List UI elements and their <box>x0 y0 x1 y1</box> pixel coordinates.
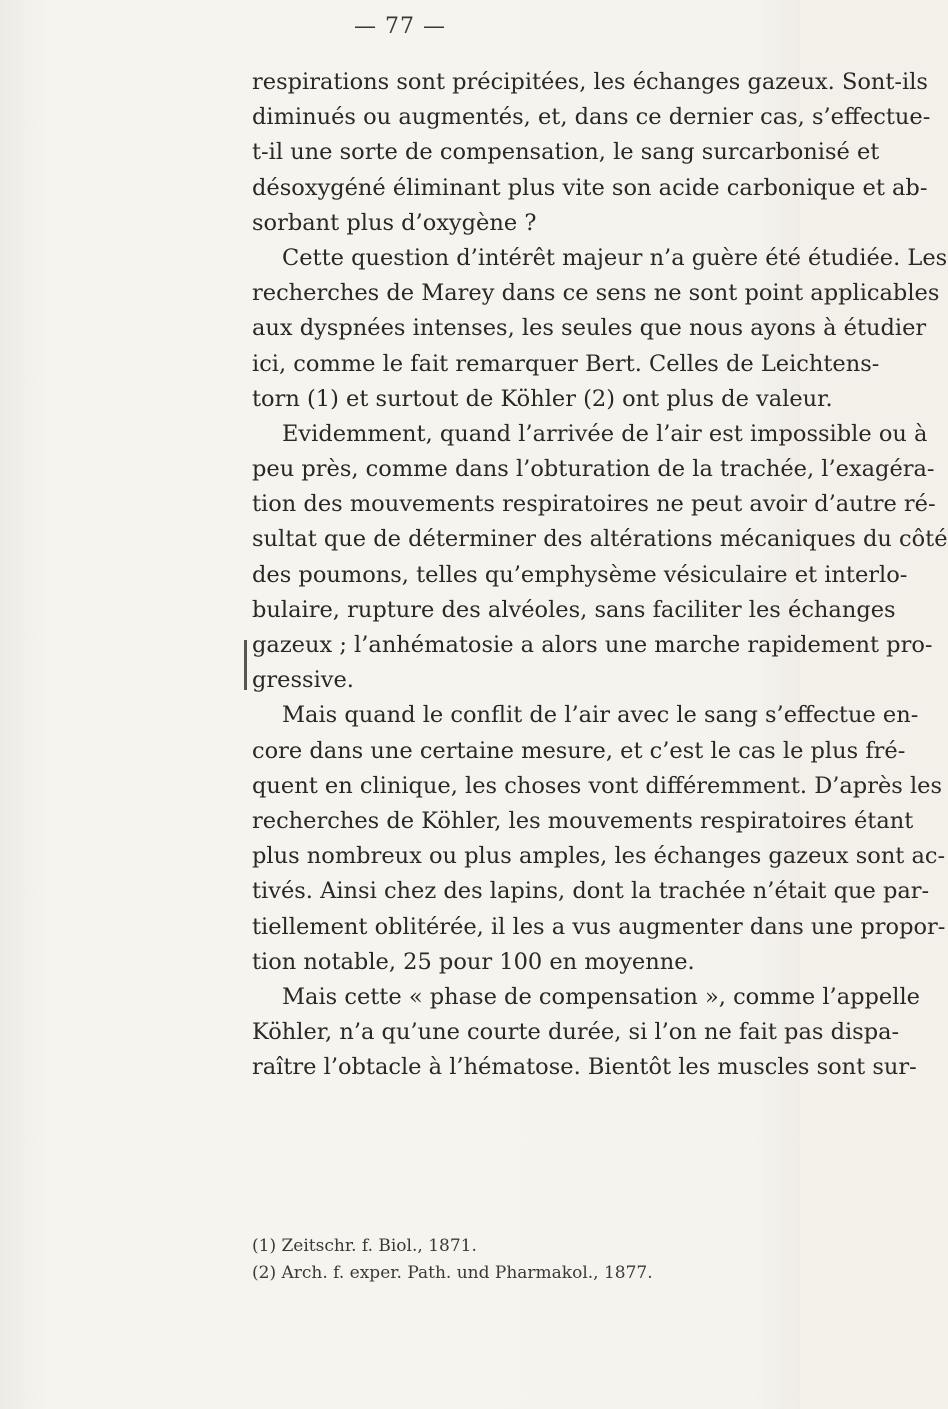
text-line: Cette question d’intérêt majeur n’a guère été étudiée. Les <box>282 244 948 271</box>
text-line: bulaire, rupture des alvéoles, sans faciliter les échanges <box>252 596 896 623</box>
text-line: recherches de Köhler, les mouvements respiratoires étant <box>252 807 914 834</box>
text-line: torn (1) et surtout de Köhler (2) ont plus de valeur. <box>252 385 833 412</box>
text-line: Evidemment, quand l’arrivée de l’air est impossible ou à <box>282 420 928 447</box>
text-line: t-il une sorte de compensation, le sang surcarbonisé et <box>252 139 880 166</box>
text-line: aux dyspnées intenses, les seules que nous ayons à étudier <box>252 315 927 342</box>
text-line: tiellement oblitérée, il les a vus augmenter dans une propor- <box>252 913 946 940</box>
text-line: tion des mouvements respiratoires ne peut avoir d’autre ré- <box>252 491 936 518</box>
text-line: respirations sont précipitées, les échanges gazeux. Sont-ils <box>252 69 928 95</box>
text-line: recherches de Marey dans ce sens ne sont point applicables <box>252 280 940 307</box>
text-line: Köhler, n’a qu’une courte durée, si l’on ne fait pas dispa- <box>252 1019 900 1046</box>
text-line: gressive. <box>252 667 354 694</box>
text-line: diminués ou augmentés, et, dans ce dernier cas, s’effectue- <box>252 104 931 131</box>
text-line: quent en clinique, les choses vont différemment. D’après les <box>252 772 943 799</box>
text-line: tivés. Ainsi chez des lapins, dont la trachée n’était que par- <box>252 878 930 905</box>
footnote: (2) Arch. f. exper. Path. und Pharmakol., 1877. <box>252 1263 653 1283</box>
text-line: sorbant plus d’oxygène ? <box>252 209 537 236</box>
footnote: (1) Zeitschr. f. Biol., 1871. <box>252 1236 477 1256</box>
text-line: sultat que de déterminer des altérations mécaniques du côté <box>252 526 948 553</box>
text-line: plus nombreux ou plus amples, les échanges gazeux sont ac- <box>252 843 946 870</box>
body-text <box>252 65 948 1085</box>
text-line: peu près, comme dans l’obturation de la trachée, l’exagéra- <box>252 456 935 483</box>
text-line: core dans une certaine mesure, et c’est le cas le plus fré- <box>252 737 906 764</box>
margin-mark <box>244 640 247 690</box>
text-line: des poumons, telles qu’emphysème vésiculaire et interlo- <box>252 561 908 588</box>
footnotes <box>252 1233 750 1287</box>
text-line: gazeux ; l’anhématosie a alors une marche rapidement pro- <box>252 632 933 658</box>
text-line: tion notable, 25 pour 100 en moyenne. <box>252 948 695 975</box>
text-line: désoxygéné éliminant plus vite son acide carbonique et ab- <box>252 174 928 201</box>
text-line: Mais cette « phase de compensation », comme l’appelle <box>282 983 920 1010</box>
text-line: raître l’obtacle à l’hématose. Bientôt les muscles sont sur- <box>252 1054 917 1081</box>
text-line: ici, comme le fait remarquer Bert. Celles de Leichtens- <box>252 350 880 377</box>
page-number: — 77 — <box>354 14 446 39</box>
text-line: Mais quand le conflit de l’air avec le sang s’effectue en- <box>282 702 919 729</box>
